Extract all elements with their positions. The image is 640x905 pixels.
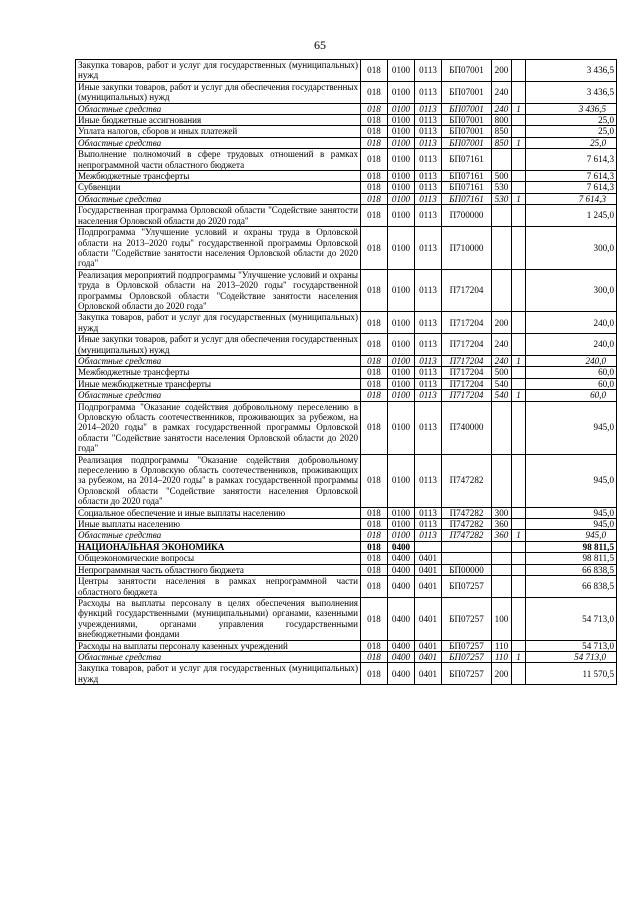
row-funding-source (512, 519, 526, 530)
row-ved-code: 018 (361, 541, 388, 552)
row-ved-code: 018 (361, 378, 388, 389)
row-amount: 54 713,0 (526, 651, 617, 662)
row-expense-type: 360 (492, 530, 512, 541)
row-expense-type (492, 576, 512, 598)
row-ved-code: 018 (361, 564, 388, 575)
row-expense-type (492, 149, 512, 171)
row-ved-code: 018 (361, 171, 388, 182)
row-subsection-code: 0113 (415, 182, 442, 193)
row-name: Реализация подпрограммы "Оказание содействия добровольному переселению в Орловскую область соотечественников, проживающих за рубежом, на 2014–2020 годы" в рамках государственной программы Орловской области "Содействие занятости населения Орловской области до 2020 года" (76, 454, 361, 507)
row-section-code: 0100 (388, 137, 415, 148)
row-section-code: 0100 (388, 355, 415, 366)
row-expense-type: 500 (492, 367, 512, 378)
table-row (76, 81, 617, 103)
row-ved-code: 018 (361, 663, 388, 685)
table-row (76, 530, 617, 541)
row-section-code: 0400 (388, 553, 415, 564)
row-funding-source (512, 541, 526, 552)
row-funding-source (512, 401, 526, 454)
row-section-code: 0100 (388, 334, 415, 356)
row-section-code: 0100 (388, 182, 415, 193)
table-row (76, 115, 617, 126)
table-row (76, 390, 617, 401)
row-target-article: П717204 (442, 378, 492, 389)
row-ved-code: 018 (361, 553, 388, 564)
row-subsection-code: 0113 (415, 149, 442, 171)
table-row (76, 182, 617, 193)
row-ved-code: 018 (361, 126, 388, 137)
row-funding-source: 1 (512, 355, 526, 366)
row-amount: 945,0 (526, 454, 617, 507)
row-subsection-code: 0113 (415, 401, 442, 454)
row-amount: 7 614,3 (526, 149, 617, 171)
row-expense-type: 200 (492, 60, 512, 82)
row-section-code: 0100 (388, 378, 415, 389)
row-ved-code: 018 (361, 205, 388, 227)
row-expense-type: 200 (492, 312, 512, 334)
row-amount: 7 614,3 (526, 171, 617, 182)
row-amount: 60,0 (526, 390, 617, 401)
row-subsection-code: 0113 (415, 312, 442, 334)
row-target-article: БП07257 (442, 597, 492, 640)
table-row (76, 60, 617, 82)
table-row (76, 663, 617, 685)
row-target-article: БП07001 (442, 126, 492, 137)
row-subsection-code: 0401 (415, 651, 442, 662)
row-amount: 11 570,5 (526, 663, 617, 685)
row-section-code: 0100 (388, 60, 415, 82)
row-name: Субвенции (76, 182, 361, 193)
row-ved-code: 018 (361, 269, 388, 312)
row-expense-type: 530 (492, 193, 512, 204)
row-amount: 3 436,5 (526, 60, 617, 82)
row-subsection-code: 0113 (415, 269, 442, 312)
row-funding-source (512, 227, 526, 270)
row-section-code: 0400 (388, 541, 415, 552)
row-subsection-code: 0113 (415, 507, 442, 518)
row-funding-source: 1 (512, 530, 526, 541)
row-subsection-code: 0401 (415, 576, 442, 598)
row-target-article: П717204 (442, 355, 492, 366)
page-number: 65 (314, 38, 326, 52)
row-name: Выполнение полномочий в сфере трудовых отношений в рамках непрограммной части областного бюджета (76, 149, 361, 171)
row-expense-type: 240 (492, 103, 512, 114)
row-name: Областные средства (76, 103, 361, 114)
table-row (76, 367, 617, 378)
row-expense-type (492, 553, 512, 564)
row-section-code: 0100 (388, 115, 415, 126)
row-subsection-code: 0113 (415, 60, 442, 82)
row-subsection-code: 0113 (415, 519, 442, 530)
row-name: Иные закупки товаров, работ и услуг для обеспечения государственных (муниципальных) нужд (76, 334, 361, 356)
row-expense-type: 530 (492, 182, 512, 193)
row-section-code: 0100 (388, 193, 415, 204)
row-section-code: 0100 (388, 454, 415, 507)
row-amount: 25,0 (526, 126, 617, 137)
row-name: Непрограммная часть областного бюджета (76, 564, 361, 575)
row-expense-type (492, 227, 512, 270)
budget-table (75, 59, 617, 685)
row-funding-source (512, 182, 526, 193)
row-target-article: П747282 (442, 519, 492, 530)
table-row (76, 205, 617, 227)
row-section-code: 0100 (388, 519, 415, 530)
row-amount: 240,0 (526, 312, 617, 334)
row-subsection-code: 0113 (415, 378, 442, 389)
row-ved-code: 018 (361, 60, 388, 82)
row-name: Межбюджетные трансферты (76, 171, 361, 182)
row-funding-source: 1 (512, 390, 526, 401)
row-target-article: БП07257 (442, 576, 492, 598)
row-target-article: БП07257 (442, 640, 492, 651)
row-expense-type: 100 (492, 597, 512, 640)
row-name: Центры занятости населения в рамках непрограммной части областного бюджета (76, 576, 361, 598)
table-row (76, 640, 617, 651)
row-amount: 945,0 (526, 507, 617, 518)
row-section-code: 0100 (388, 367, 415, 378)
row-expense-type: 240 (492, 334, 512, 356)
row-funding-source (512, 564, 526, 575)
row-funding-source (512, 576, 526, 598)
row-amount: 300,0 (526, 269, 617, 312)
row-subsection-code: 0113 (415, 390, 442, 401)
row-funding-source (512, 149, 526, 171)
row-section-code: 0400 (388, 651, 415, 662)
row-amount: 3 436,5 (526, 81, 617, 103)
row-name: Государственная программа Орловской области "Содействие занятости населения Орловской области до 2020 года" (76, 205, 361, 227)
row-expense-type: 200 (492, 663, 512, 685)
row-subsection-code: 0113 (415, 227, 442, 270)
row-ved-code: 018 (361, 334, 388, 356)
row-target-article: БП07257 (442, 663, 492, 685)
row-amount: 7 614,3 (526, 193, 617, 204)
table-row (76, 137, 617, 148)
row-amount: 300,0 (526, 227, 617, 270)
row-name: Подпрограмма "Оказание содействия добровольному переселению в Орловскую область соотечественников, проживающих за рубежом, на 2014–2020 годы" в рамках государственной программы Орловской области "Содействие занятости населения Орловской области до 2020 года" (76, 401, 361, 454)
row-funding-source (512, 171, 526, 182)
row-name: Закупка товаров, работ и услуг для государственных (муниципальных) нужд (76, 60, 361, 82)
row-name: Закупка товаров, работ и услуг для государственных (муниципальных) нужд (76, 312, 361, 334)
row-funding-source (512, 115, 526, 126)
table-row (76, 576, 617, 598)
row-expense-type: 300 (492, 507, 512, 518)
row-target-article: БП07161 (442, 182, 492, 193)
row-amount: 945,0 (526, 519, 617, 530)
row-funding-source (512, 378, 526, 389)
row-subsection-code: 0113 (415, 530, 442, 541)
table-row (76, 227, 617, 270)
table-row (76, 103, 617, 114)
row-name: Областные средства (76, 355, 361, 366)
row-amount: 25,0 (526, 115, 617, 126)
row-funding-source (512, 312, 526, 334)
row-ved-code: 018 (361, 355, 388, 366)
row-ved-code: 018 (361, 367, 388, 378)
row-section-code: 0100 (388, 269, 415, 312)
row-section-code: 0100 (388, 126, 415, 137)
table-row (76, 334, 617, 356)
row-name: Иные выплаты населению (76, 519, 361, 530)
row-funding-source (512, 597, 526, 640)
row-target-article: БП07161 (442, 149, 492, 171)
row-section-code: 0100 (388, 227, 415, 270)
row-name: Иные закупки товаров, работ и услуг для обеспечения государственных (муниципальных) нужд (76, 81, 361, 103)
row-amount: 66 838,5 (526, 576, 617, 598)
row-ved-code: 018 (361, 312, 388, 334)
row-expense-type: 110 (492, 640, 512, 651)
row-amount: 3 436,5 (526, 103, 617, 114)
row-name: Расходы на выплаты персоналу казенных учреждений (76, 640, 361, 651)
row-funding-source (512, 334, 526, 356)
row-name: Общеэкономические вопросы (76, 553, 361, 564)
table-row (76, 553, 617, 564)
row-funding-source (512, 269, 526, 312)
row-name: Расходы на выплаты персоналу в целях обеспечения выполнения функций государственными (муниципальными) органами, казенными учреждениями, органами управления государственными внебюджетными фондами (76, 597, 361, 640)
row-funding-source (512, 60, 526, 82)
row-name: Подпрограмма "Улучшение условий и охраны труда в Орловской области на 2013–2020 годы" государственной программы Орловской области "Содействие занятости населения Орловской области до 2020 года" (76, 227, 361, 270)
table-row (76, 312, 617, 334)
row-amount: 98 811,5 (526, 553, 617, 564)
row-expense-type (492, 454, 512, 507)
row-name: Областные средства (76, 193, 361, 204)
row-expense-type: 540 (492, 390, 512, 401)
row-subsection-code: 0113 (415, 115, 442, 126)
table-row (76, 401, 617, 454)
row-target-article: П747282 (442, 507, 492, 518)
table-row (76, 355, 617, 366)
row-section-code: 0100 (388, 149, 415, 171)
row-expense-type: 240 (492, 355, 512, 366)
row-expense-type (492, 564, 512, 575)
row-target-article: БП00000 (442, 564, 492, 575)
row-funding-source: 1 (512, 103, 526, 114)
row-ved-code: 018 (361, 401, 388, 454)
row-target-article: БП07001 (442, 81, 492, 103)
table-row (76, 126, 617, 137)
row-amount: 240,0 (526, 334, 617, 356)
table-row (76, 651, 617, 662)
row-target-article: П740000 (442, 401, 492, 454)
row-amount: 60,0 (526, 367, 617, 378)
row-target-article (442, 541, 492, 552)
row-expense-type: 800 (492, 115, 512, 126)
row-name: Областные средства (76, 137, 361, 148)
row-expense-type (492, 541, 512, 552)
row-name: Областные средства (76, 651, 361, 662)
row-section-code: 0100 (388, 81, 415, 103)
table-row (76, 193, 617, 204)
row-ved-code: 018 (361, 81, 388, 103)
row-target-article: П747282 (442, 454, 492, 507)
row-ved-code: 018 (361, 227, 388, 270)
row-name: Областные средства (76, 390, 361, 401)
row-target-article: П717204 (442, 312, 492, 334)
row-subsection-code: 0113 (415, 355, 442, 366)
table-row (76, 149, 617, 171)
table-row (76, 171, 617, 182)
row-section-code: 0400 (388, 640, 415, 651)
row-subsection-code: 0401 (415, 597, 442, 640)
row-section-code: 0100 (388, 390, 415, 401)
row-subsection-code: 0113 (415, 171, 442, 182)
row-amount: 54 713,0 (526, 597, 617, 640)
table-row (76, 597, 617, 640)
row-ved-code: 018 (361, 137, 388, 148)
row-name: Областные средства (76, 530, 361, 541)
row-amount: 25,0 (526, 137, 617, 148)
row-amount: 1 245,0 (526, 205, 617, 227)
row-ved-code: 018 (361, 390, 388, 401)
row-subsection-code: 0113 (415, 137, 442, 148)
row-expense-type: 110 (492, 651, 512, 662)
row-funding-source (512, 205, 526, 227)
row-ved-code: 018 (361, 507, 388, 518)
row-expense-type: 360 (492, 519, 512, 530)
row-amount: 54 713,0 (526, 640, 617, 651)
row-subsection-code: 0113 (415, 205, 442, 227)
row-ved-code: 018 (361, 530, 388, 541)
row-target-article: П747282 (442, 530, 492, 541)
row-subsection-code: 0113 (415, 103, 442, 114)
row-amount: 945,0 (526, 401, 617, 454)
row-funding-source (512, 454, 526, 507)
row-expense-type: 240 (492, 81, 512, 103)
row-section-code: 0100 (388, 507, 415, 518)
row-ved-code: 018 (361, 182, 388, 193)
row-ved-code: 018 (361, 193, 388, 204)
row-name: Уплата налогов, сборов и иных платежей (76, 126, 361, 137)
row-funding-source: 1 (512, 137, 526, 148)
table-row (76, 378, 617, 389)
row-amount: 60,0 (526, 378, 617, 389)
row-target-article: БП07257 (442, 651, 492, 662)
table-row (76, 519, 617, 530)
row-name: Межбюджетные трансферты (76, 367, 361, 378)
row-subsection-code: 0401 (415, 564, 442, 575)
table-row (76, 564, 617, 575)
row-target-article: БП07001 (442, 115, 492, 126)
row-funding-source (512, 507, 526, 518)
table-row (76, 507, 617, 518)
row-ved-code: 018 (361, 651, 388, 662)
row-ved-code: 018 (361, 103, 388, 114)
row-funding-source: 1 (512, 193, 526, 204)
row-target-article: БП07001 (442, 137, 492, 148)
row-ved-code: 018 (361, 454, 388, 507)
row-expense-type (492, 269, 512, 312)
row-funding-source (512, 640, 526, 651)
row-expense-type: 850 (492, 137, 512, 148)
row-name: Иные межбюджетные трансферты (76, 378, 361, 389)
row-target-article: БП07001 (442, 60, 492, 82)
row-target-article: П717204 (442, 269, 492, 312)
row-name: Реализация мероприятий подпрограммы "Улучшение условий и охраны труда в Орловской области на 2013–2020 годы" государственной программы Орловской области "Содействие занятости населения Орловской области до 2020 года" (76, 269, 361, 312)
row-subsection-code: 0401 (415, 640, 442, 651)
row-ved-code: 018 (361, 519, 388, 530)
row-ved-code: 018 (361, 640, 388, 651)
row-target-article: БП07161 (442, 193, 492, 204)
row-name: Иные бюджетные ассигнования (76, 115, 361, 126)
row-section-code: 0100 (388, 401, 415, 454)
row-section-code: 0100 (388, 103, 415, 114)
row-section-code: 0100 (388, 171, 415, 182)
row-funding-source: 1 (512, 651, 526, 662)
row-ved-code: 018 (361, 576, 388, 598)
row-section-code: 0400 (388, 663, 415, 685)
row-target-article (442, 553, 492, 564)
row-funding-source (512, 367, 526, 378)
row-subsection-code: 0113 (415, 367, 442, 378)
row-subsection-code: 0113 (415, 334, 442, 356)
row-target-article: П710000 (442, 227, 492, 270)
row-target-article: П717204 (442, 367, 492, 378)
row-expense-type: 500 (492, 171, 512, 182)
row-target-article: П700000 (442, 205, 492, 227)
row-section-code: 0400 (388, 597, 415, 640)
row-name: НАЦИОНАЛЬНАЯ ЭКОНОМИКА (76, 541, 361, 552)
row-section-code: 0100 (388, 312, 415, 334)
row-target-article: БП07161 (442, 171, 492, 182)
row-expense-type: 850 (492, 126, 512, 137)
row-name: Социальное обеспечение и иные выплаты населению (76, 507, 361, 518)
row-subsection-code: 0113 (415, 454, 442, 507)
row-funding-source (512, 663, 526, 685)
row-section-code: 0400 (388, 576, 415, 598)
row-subsection-code: 0401 (415, 663, 442, 685)
row-section-code: 0100 (388, 205, 415, 227)
table-row (76, 269, 617, 312)
row-target-article: П717204 (442, 334, 492, 356)
row-expense-type: 540 (492, 378, 512, 389)
row-target-article: БП07001 (442, 103, 492, 114)
row-subsection-code: 0113 (415, 81, 442, 103)
row-name: Закупка товаров, работ и услуг для государственных (муниципальных) нужд (76, 663, 361, 685)
row-expense-type (492, 205, 512, 227)
row-subsection-code: 0401 (415, 553, 442, 564)
row-subsection-code: 0113 (415, 126, 442, 137)
row-expense-type (492, 401, 512, 454)
row-amount: 7 614,3 (526, 182, 617, 193)
row-funding-source (512, 553, 526, 564)
row-funding-source (512, 126, 526, 137)
row-amount: 240,0 (526, 355, 617, 366)
row-section-code: 0100 (388, 530, 415, 541)
row-amount: 66 838,5 (526, 564, 617, 575)
row-ved-code: 018 (361, 115, 388, 126)
table-row (76, 454, 617, 507)
row-section-code: 0400 (388, 564, 415, 575)
row-subsection-code: 0113 (415, 193, 442, 204)
row-funding-source (512, 81, 526, 103)
table-row (76, 541, 617, 552)
row-subsection-code (415, 541, 442, 552)
row-target-article: П717204 (442, 390, 492, 401)
row-amount: 98 811,5 (526, 541, 617, 552)
row-amount: 945,0 (526, 530, 617, 541)
row-ved-code: 018 (361, 149, 388, 171)
row-ved-code: 018 (361, 597, 388, 640)
